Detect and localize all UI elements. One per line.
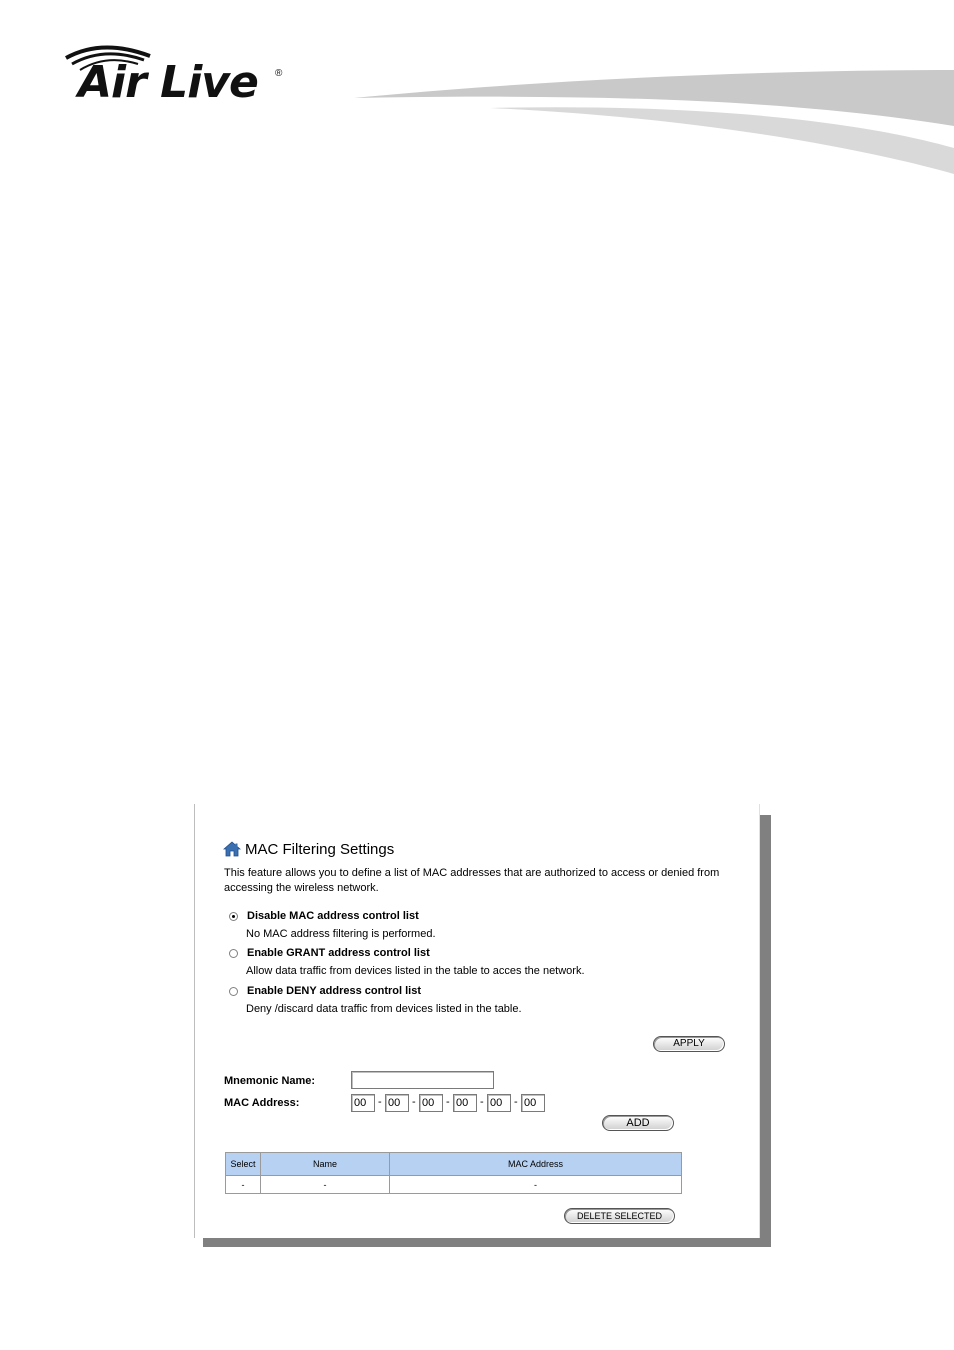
column-header-name: Name [261, 1153, 390, 1176]
mac-octet-6-input[interactable] [521, 1094, 545, 1112]
mac-octet-1-input[interactable] [351, 1094, 375, 1112]
mnemonic-name-label: Mnemonic Name: [224, 1075, 316, 1087]
cell-mac-address: - [390, 1176, 682, 1194]
add-button[interactable]: ADD [602, 1115, 674, 1131]
page-description: This feature allows you to define a list of MAC addresses that are authorized to access or denied from accessing the wireless network. [224, 867, 720, 894]
option-disable-label: Disable MAC address control list [247, 910, 419, 922]
radio-deny[interactable] [229, 987, 238, 996]
page-title: MAC Filtering Settings [245, 840, 395, 858]
option-grant-label: Enable GRANT address control list [247, 947, 430, 959]
radio-disable[interactable] [229, 912, 238, 921]
apply-button[interactable]: APPLY [653, 1036, 725, 1052]
logo-text: Air Live [78, 57, 258, 108]
home-icon[interactable] [223, 841, 241, 857]
delete-selected-button[interactable]: DELETE SELECTED [564, 1208, 675, 1224]
table-header-row [226, 1153, 682, 1176]
header-swoosh-graphic [340, 60, 954, 180]
mac-octet-2-input[interactable] [385, 1094, 409, 1112]
mac-separator: - [412, 1096, 416, 1108]
table-row [226, 1176, 682, 1194]
mnemonic-name-input[interactable] [351, 1071, 494, 1089]
option-disable-description: No MAC address filtering is performed. [246, 928, 436, 940]
column-header-mac-address: MAC Address [390, 1153, 682, 1176]
mac-address-label: MAC Address: [224, 1097, 300, 1109]
column-header-select: Select [226, 1153, 261, 1176]
mac-separator: - [378, 1096, 382, 1108]
option-deny-label: Enable DENY address control list [247, 985, 422, 997]
mac-octet-5-input[interactable] [487, 1094, 511, 1112]
mac-address-table [225, 1152, 682, 1194]
radio-grant[interactable] [229, 949, 238, 958]
option-grant-description: Allow data traffic from devices listed in the table to acces the network. [246, 965, 585, 977]
mac-filtering-panel [194, 804, 760, 1238]
mac-separator: - [480, 1096, 484, 1108]
cell-select: - [226, 1176, 261, 1194]
mac-octet-4-input[interactable] [453, 1094, 477, 1112]
mac-octet-3-input[interactable] [419, 1094, 443, 1112]
mac-separator: - [446, 1096, 450, 1108]
cell-name: - [261, 1176, 390, 1194]
option-deny-description: Deny /discard data traffic from devices listed in the table. [246, 1003, 522, 1015]
mac-separator: - [514, 1096, 518, 1108]
airlive-logo [62, 40, 292, 110]
logo-registered-mark: ® [275, 68, 283, 79]
page-header [223, 838, 394, 860]
